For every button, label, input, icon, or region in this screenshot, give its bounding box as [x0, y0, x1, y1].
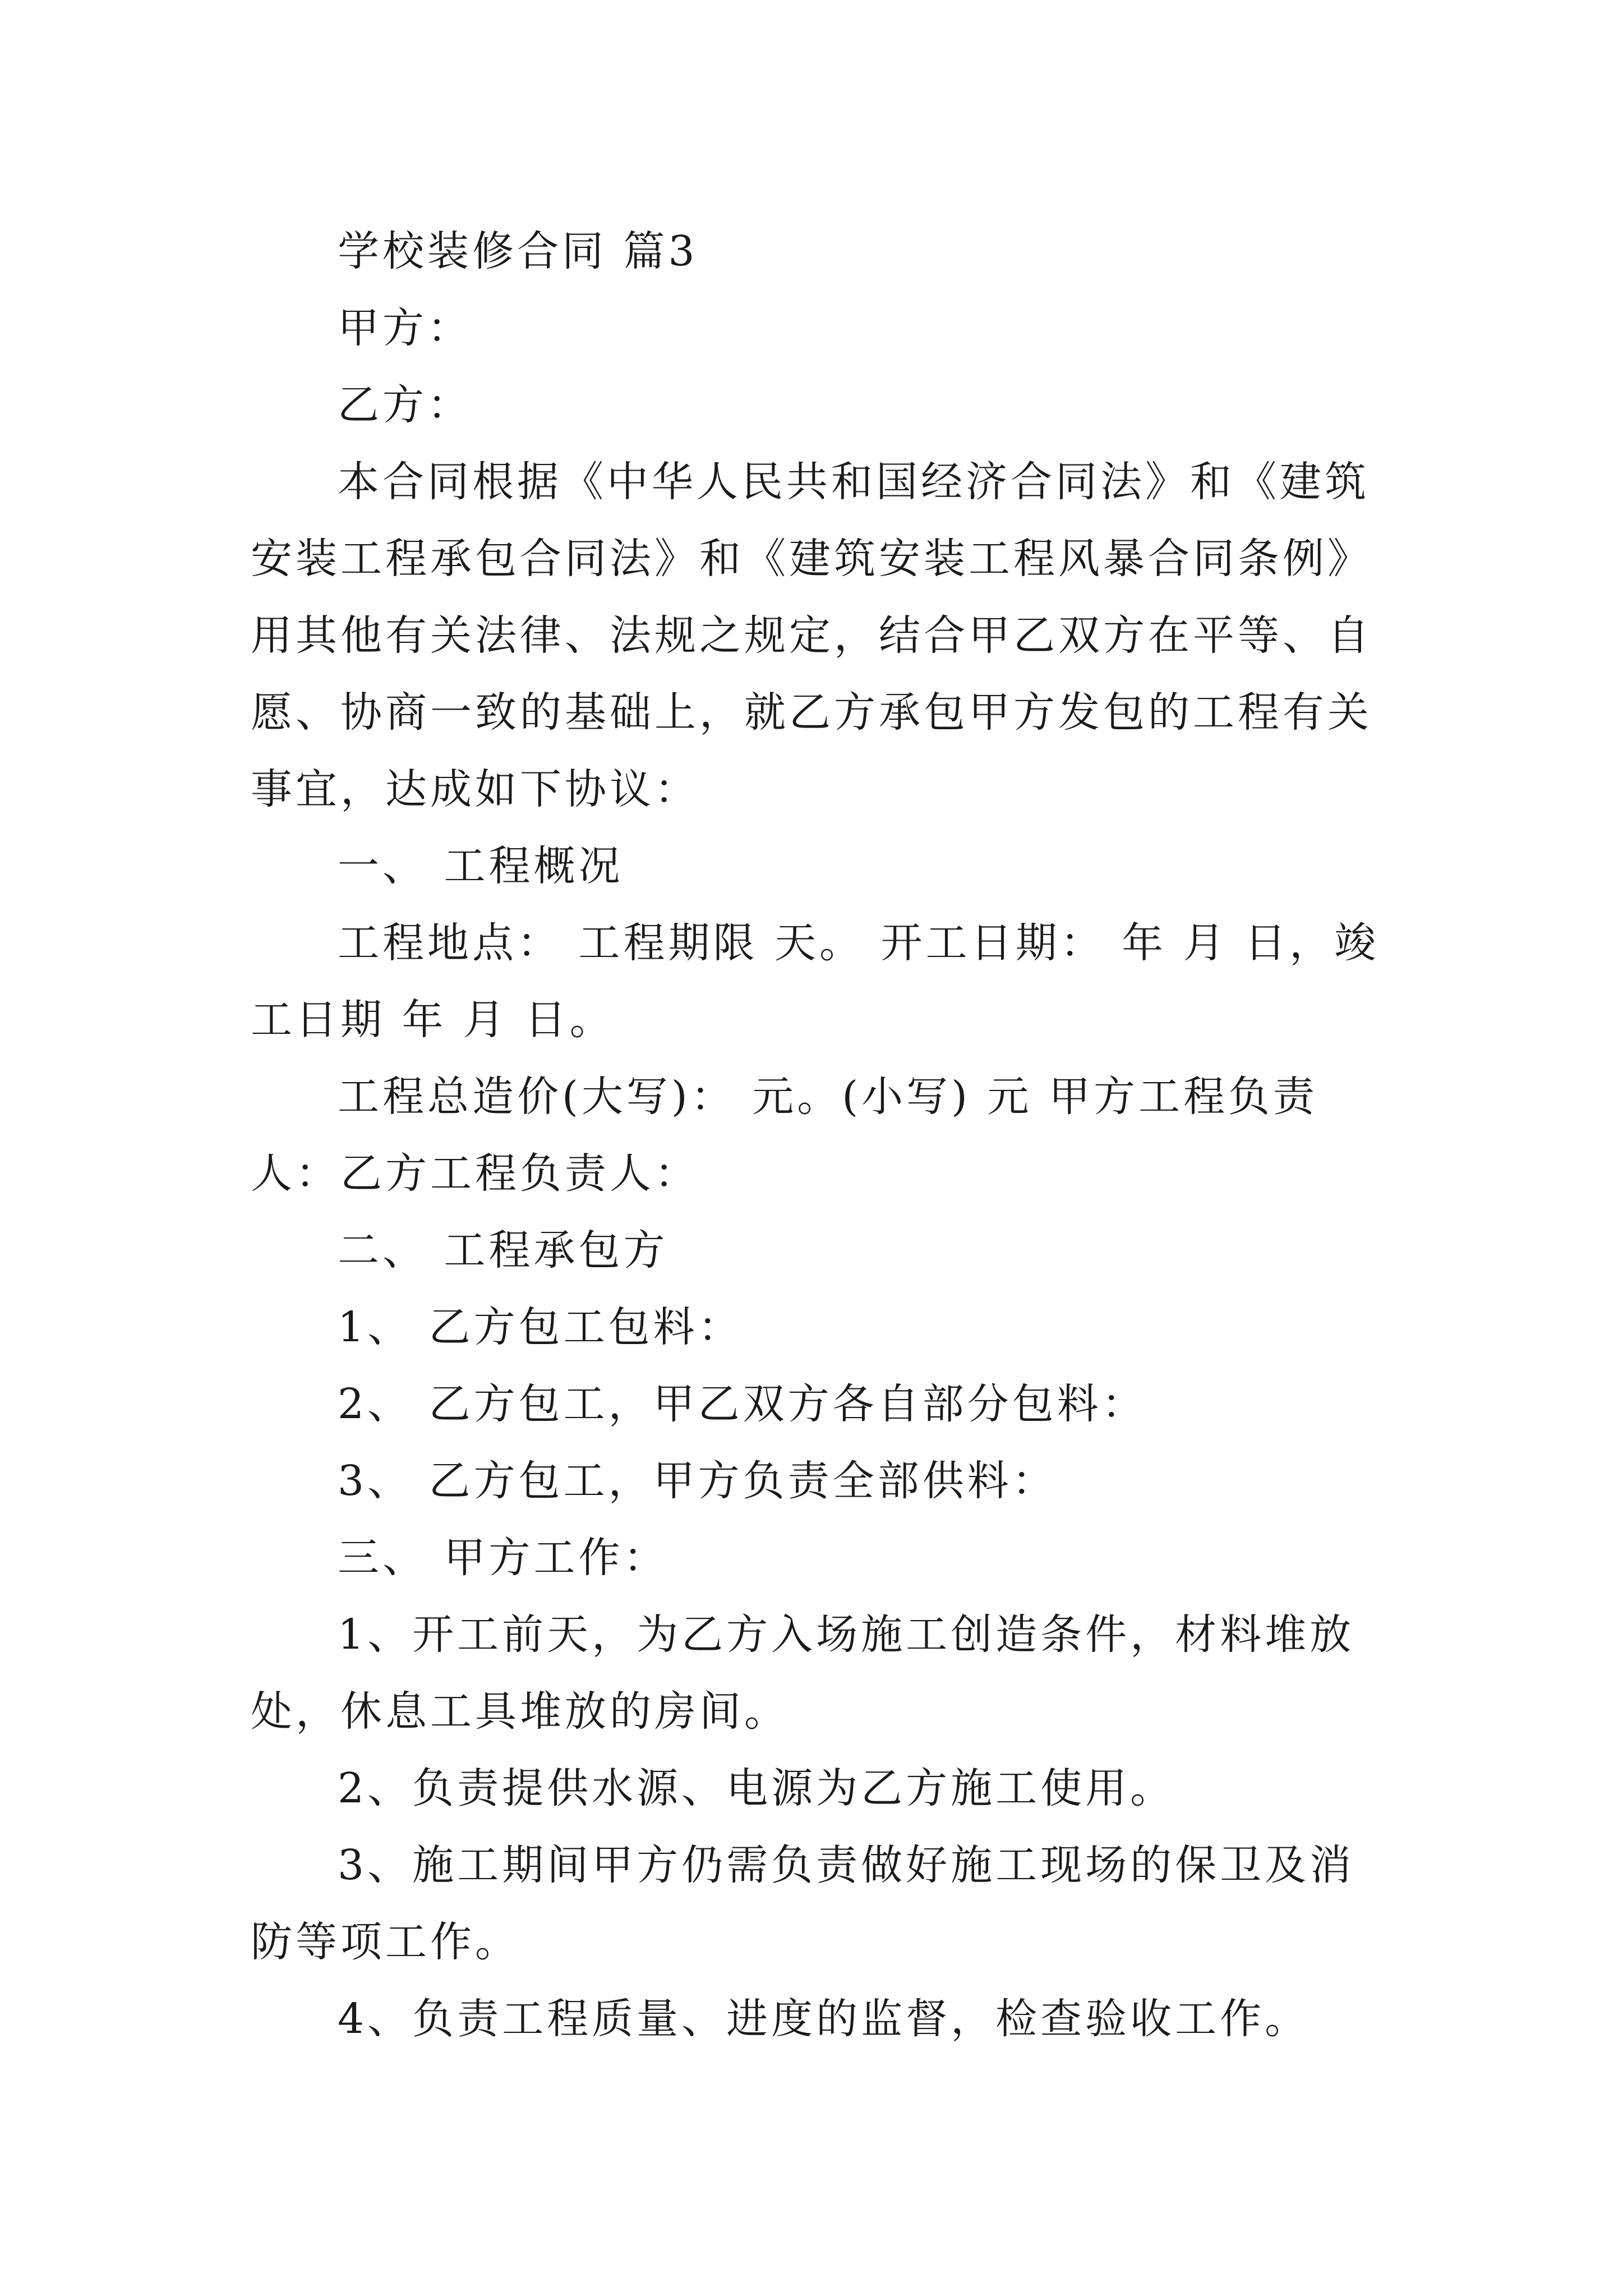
- party-a-work-item-3: 3、施工期间甲方仍需负责做好施工现场的保卫及消防等项工作。: [251, 1841, 1355, 1966]
- document-body: [251, 213, 1389, 2058]
- section-heading-party-a-work: 三、 甲方工作：: [338, 1534, 668, 1582]
- preamble-paragraph: 本合同根据《中华人民共和国经济合同法》和《建筑安装工程承包合同法》和《建筑安装工程风暴合同条例》用其他有关法律、法规之规定，结合甲乙双方在平等、自愿、协商一致的基础上，就乙方承包甲方发包的工程有关事宜，达成如下协议：: [251, 458, 1372, 813]
- contractor-item-3: 3、 乙方包工，甲方负责全部供料：: [338, 1457, 1057, 1505]
- party-a-work-item-1: 1、开工前天，为乙方入场施工创造条件，材料堆放处，休息工具堆放的房间。: [251, 1611, 1355, 1736]
- contractor-item-2: 2、 乙方包工，甲乙双方各自部分包料：: [338, 1380, 1147, 1428]
- party-a-work-item-2: 2、负责提供水源、电源为乙方施工使用。: [338, 1764, 1175, 1812]
- document-title: 学校装修合同 篇3: [338, 227, 698, 275]
- party-a-line: 甲方：: [338, 304, 472, 352]
- project-cost-paragraph: 工程总造价(大写)： 元。(小写) 元 甲方工程负责人：乙方工程负责人：: [251, 1073, 1318, 1198]
- project-location-paragraph: 工程地点： 工程期限 天。 开工日期： 年 月 日，竣工日期 年 月 日。: [251, 919, 1380, 1044]
- party-a-work-item-4: 4、负责工程质量、进度的监督，检查验收工作。: [338, 1995, 1310, 2043]
- section-heading-contractor: 二、 工程承包方: [338, 1226, 668, 1274]
- contractor-item-1: 1、 乙方包工包料：: [338, 1303, 743, 1351]
- party-b-line: 乙方：: [338, 381, 472, 429]
- section-heading-overview: 一、 工程概况: [338, 842, 624, 890]
